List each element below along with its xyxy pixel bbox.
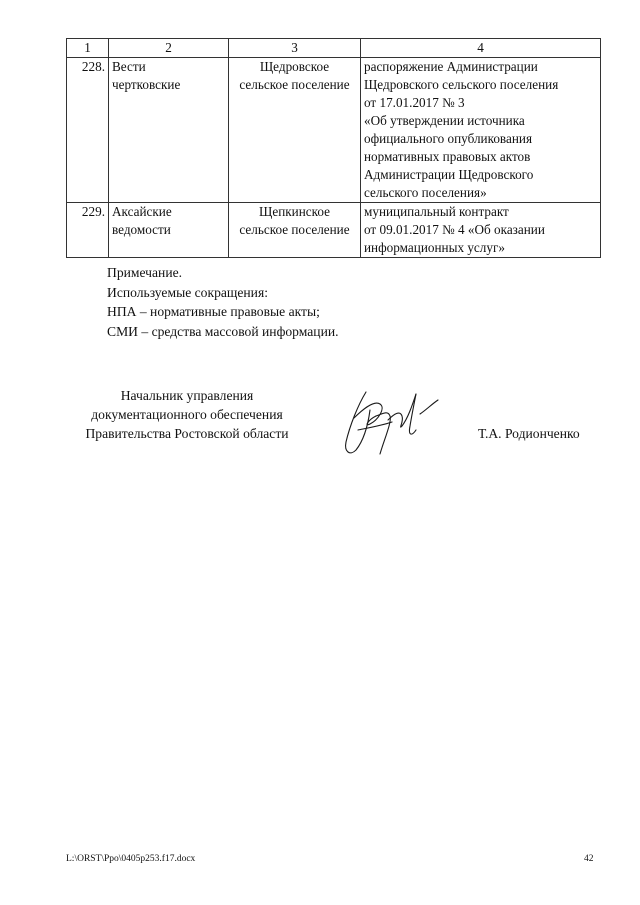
settlement-name: Щепкинское сельское поселение [229, 203, 361, 258]
row-number: 228. [67, 58, 109, 203]
footer-file-path: L:\ORST\Ppo\0405p253.f17.docx [66, 854, 196, 864]
abbreviation-npa: НПА – нормативные правовые акты; [107, 304, 320, 319]
row-number: 229. [67, 203, 109, 258]
header-col-4: 4 [361, 39, 601, 58]
header-col-2: 2 [109, 39, 229, 58]
signatory-name: Т.А. Родионченко [478, 426, 580, 441]
settlement-name: Щедровское сельское поселение [229, 58, 361, 203]
source-document: муниципальный контракт от 09.01.2017 № 4 «Об оказании информационных услуг» [361, 203, 601, 258]
abbreviation-smi: СМИ – средства массовой информации. [107, 323, 339, 339]
signatory-title-line: Правительства Ростовской области [85, 426, 289, 441]
handwritten-signature [328, 370, 458, 465]
signatory-title-line: Начальник управления [120, 388, 254, 403]
table-row [67, 58, 601, 203]
table-row [67, 203, 601, 258]
publication-name: Аксайские ведомости [109, 203, 229, 258]
signatory-title-line: документационного обеспечения [91, 407, 283, 422]
source-document: распоряжение Администрации Щедровского сельского поселения от 17.01.2017 № 3 «Об утверждении источника официального опубликования нормативных правовых актов Администрации Щедровского сельского поселения» [361, 58, 601, 203]
publication-name: Вести чертковские [109, 58, 229, 203]
registry-table [66, 38, 601, 258]
notes-section [107, 263, 339, 341]
notes-title: Примечание. [107, 265, 183, 280]
abbreviations-intro: Используемые сокращения: [107, 284, 268, 300]
signatory-title [62, 386, 312, 443]
table-header-row [67, 39, 601, 58]
page-number: 42 [584, 854, 594, 864]
header-col-3: 3 [229, 39, 361, 58]
header-col-1: 1 [67, 39, 109, 58]
